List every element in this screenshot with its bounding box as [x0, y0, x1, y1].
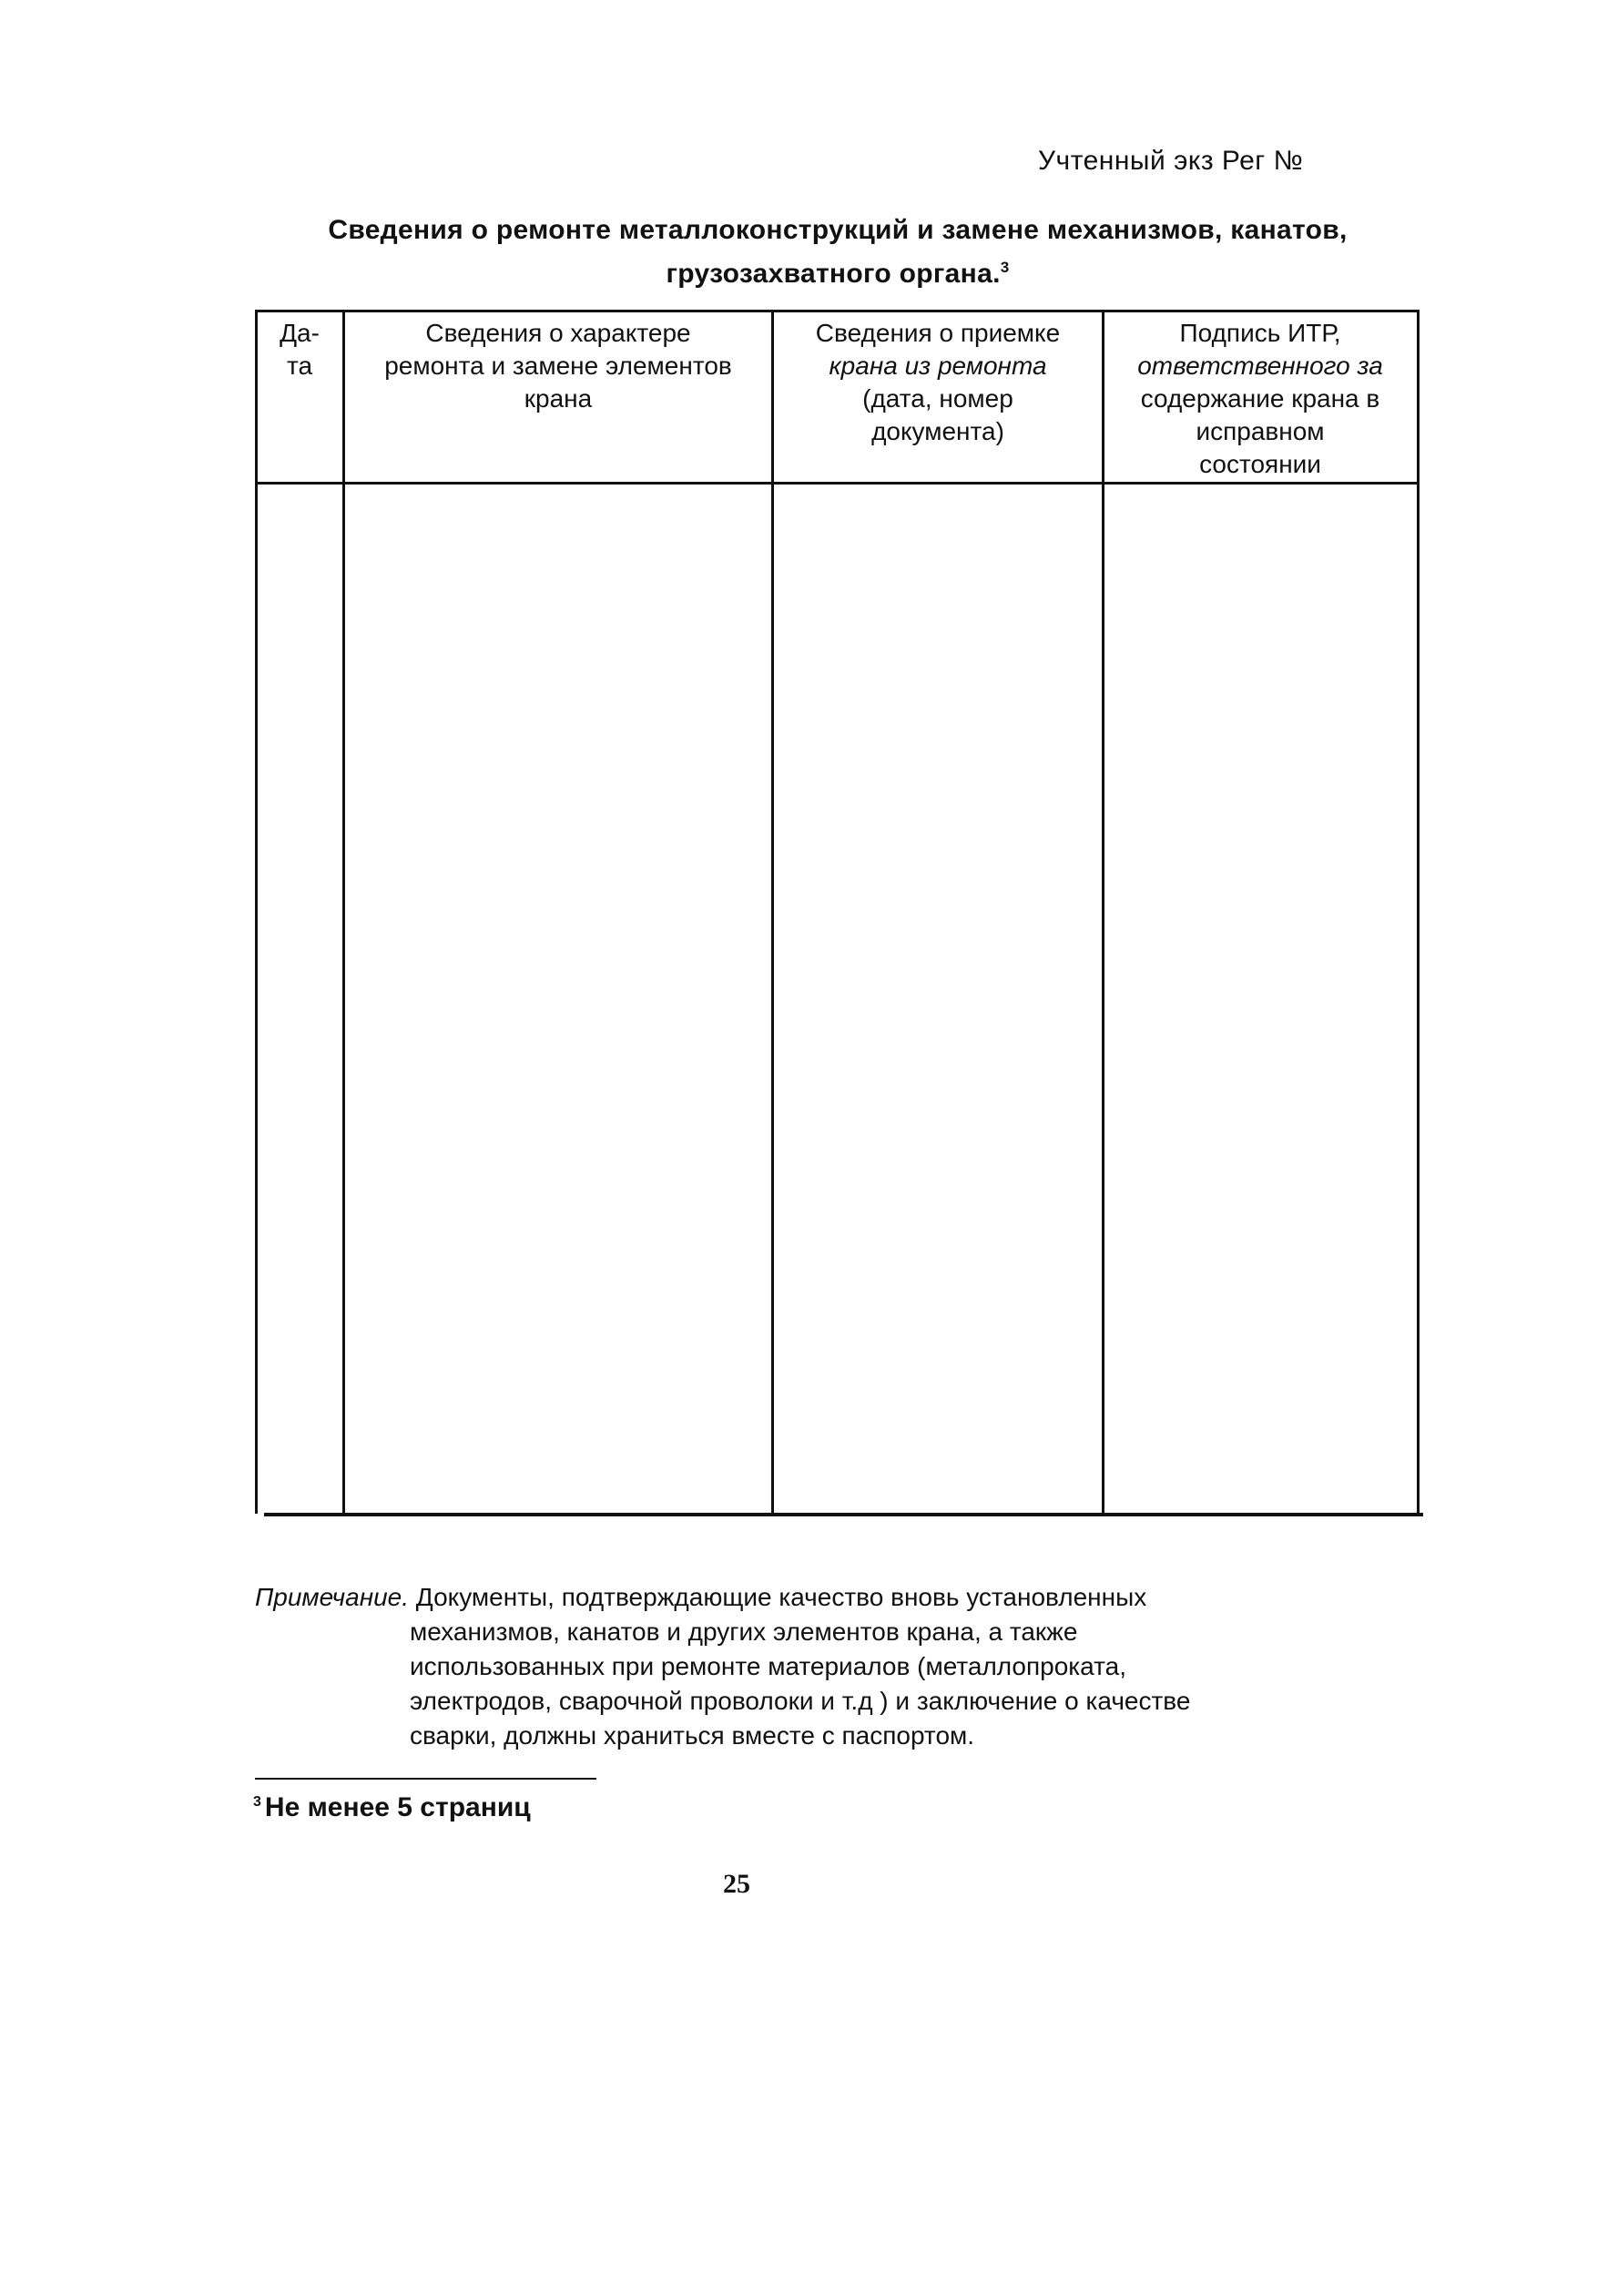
table-header-divider [255, 482, 1420, 485]
column-header-repair-details [346, 317, 770, 415]
column-header-acceptance-line: (дата, номер [862, 384, 1013, 413]
column-header-repair-line: Сведения о характере [425, 319, 691, 347]
table-left-border [255, 310, 258, 1514]
table-bottom-border [264, 1513, 1423, 1516]
column-header-signature-line: состоянии [1199, 450, 1321, 478]
note-paragraph [255, 1580, 1348, 1753]
page-number: 25 [723, 1869, 750, 1899]
note-label: Примечание. [255, 1583, 410, 1611]
column-header-date-line: Да- [280, 319, 320, 347]
table-top-border [255, 310, 1420, 312]
column-header-date [259, 317, 341, 383]
column-header-acceptance-line: Сведения о приемке [815, 319, 1061, 347]
title-line-2-text: грузозахватного органа. [666, 259, 1001, 289]
column-header-acceptance [775, 317, 1101, 448]
note-line: электродов, сварочной проволоки и т.д ) и заключение о качестве [410, 1687, 1191, 1715]
table-col-divider-1 [342, 310, 345, 1514]
title-line-1: Сведения о ремонте металлоконструкций и замене механизмов, канатов, [328, 215, 1348, 245]
note-line: использованных при ремонте материалов (металлопроката, [410, 1652, 1126, 1680]
table-right-border [1417, 310, 1420, 1514]
table-col-divider-2 [771, 310, 774, 1514]
column-header-acceptance-line: крана из ремонта [829, 352, 1047, 380]
footnote-text: Не менее 5 страниц [264, 1792, 531, 1822]
column-header-signature-line: ответственного за [1137, 352, 1383, 380]
column-header-repair-line: крана [524, 384, 593, 413]
column-header-signature-line: содержание крана в [1140, 384, 1380, 413]
note-line: сварки, должны храниться вместе с паспортом. [410, 1721, 975, 1750]
column-header-signature-line: исправном [1196, 417, 1325, 445]
footnote [253, 1792, 531, 1823]
table-col-divider-3 [1102, 310, 1104, 1514]
footnote-marker: 3 [253, 1794, 261, 1810]
column-header-acceptance-line: документа) [871, 417, 1004, 445]
note-first-line [255, 1580, 1348, 1615]
note-line-1: Документы, подтверждающие качество вновь установленных [409, 1583, 1147, 1611]
column-header-signature-line: Подпись ИТР, [1179, 319, 1341, 347]
column-header-date-line: та [286, 352, 313, 380]
title-footnote-ref: 3 [1000, 259, 1010, 276]
note-continuation [255, 1615, 1348, 1753]
note-line: механизмов, канатов и других элементов крана, а также [410, 1617, 1078, 1646]
column-header-signature [1105, 317, 1415, 481]
footnote-divider [255, 1778, 596, 1780]
registration-header: Учтенный экз Рег № [1038, 146, 1304, 176]
column-header-repair-line: ремонта и замене элементов [384, 352, 732, 380]
